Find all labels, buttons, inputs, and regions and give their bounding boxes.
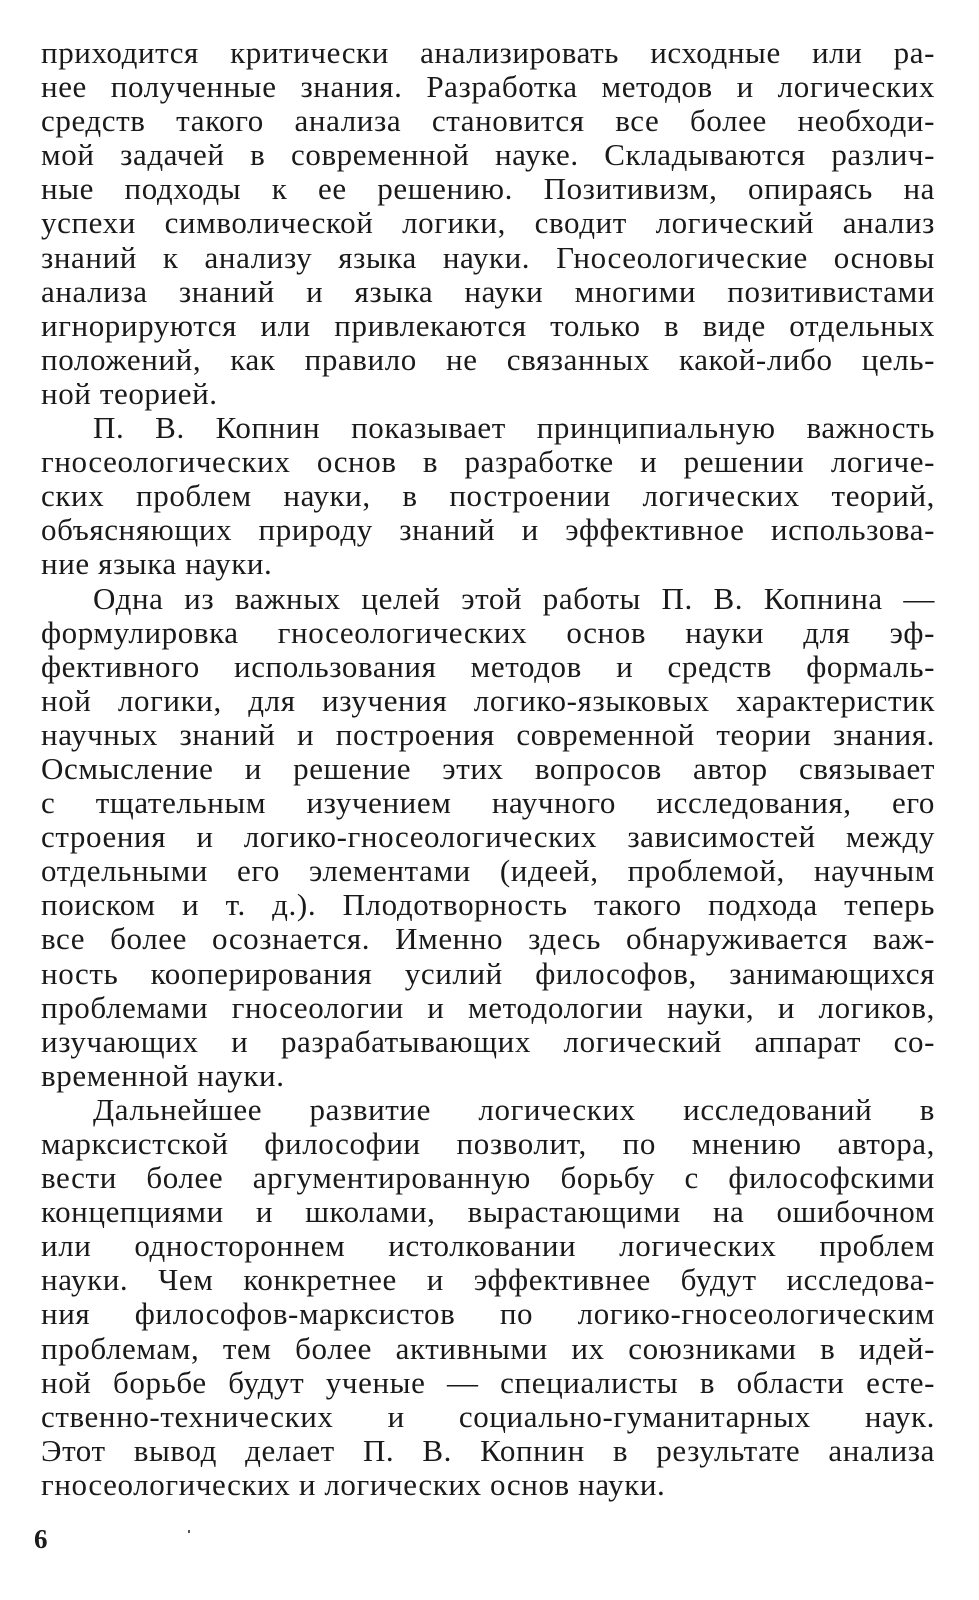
- page-number: 6: [34, 1524, 48, 1554]
- text-line: гносеологических и логических основ науки.: [41, 1466, 666, 1502]
- text-line: ние языка науки.: [41, 546, 273, 582]
- text-line: мой задачей в современной науке. Складываются различ-: [41, 137, 935, 173]
- text-line: научных знаний и построения современной теории знания.: [41, 716, 935, 752]
- text-line: проблемами гносеологии и методологии науки, и логиков,: [41, 989, 935, 1025]
- text-line: формулировка гносеологических основ науки для эф-: [41, 614, 935, 650]
- text-line: ной теорией.: [41, 375, 218, 411]
- text-line: отдельными его элементами (идеей, проблемой, научным: [41, 853, 935, 889]
- text-line: строения и логико-гносеологических зависимостей между: [41, 819, 935, 855]
- text-line: П. В. Копнин показывает принципиальную важность: [93, 410, 935, 446]
- text-line: Осмысление и решение этих вопросов автор связывает: [41, 750, 935, 786]
- text-line: знаний к анализу языка науки. Гносеологические основы: [41, 239, 935, 275]
- text-line: все более осознается. Именно здесь обнаруживается важ-: [41, 921, 935, 957]
- text-line: ной логики, для изучения логико-языковых характеристик: [41, 682, 935, 718]
- text-line: ских проблем науки, в построении логических теорий,: [41, 478, 935, 514]
- text-line: ственно-технических и социально-гуманитарных наук.: [41, 1398, 935, 1434]
- text-line: поиском и т. д.). Плодотворность такого подхода теперь: [41, 887, 935, 923]
- text-line: вести более аргументированную борьбу с философскими: [41, 1160, 935, 1196]
- text-line: временной науки.: [41, 1057, 285, 1093]
- text-line: с тщательным изучением научного исследования, его: [41, 785, 935, 821]
- text-line: анализа знаний и языка науки многими позитивистами: [41, 273, 935, 309]
- text-line: нее полученные знания. Разработка методов и логических: [41, 69, 935, 105]
- text-line: приходится критически анализировать исходные или ра-: [41, 35, 935, 70]
- text-line: или одностороннем истолковании логических проблем: [41, 1228, 935, 1264]
- text-line: успехи символической логики, сводит логический анализ: [41, 205, 935, 241]
- text-line: Этот вывод делает П. В. Копнин в результате анализа: [41, 1432, 935, 1468]
- text-line: ность кооперирования усилий философов, занимающихся: [41, 955, 935, 991]
- text-line: марксистской философии позволит, по мнению автора,: [41, 1126, 935, 1161]
- text-line: гносеологических основ в разработке и решении логиче-: [41, 444, 935, 480]
- text-line: фективного использования методов и средств формаль-: [41, 648, 935, 684]
- text-line: ния философов-марксистов по логико-гносеологическим: [41, 1296, 935, 1332]
- text-line: объясняющих природу знаний и эффективное использова-: [41, 512, 935, 548]
- text-line: ные подходы к ее решению. Позитивизм, опираясь на: [41, 171, 935, 207]
- text-line: Одна из важных целей этой работы П. В. Копнина —: [93, 580, 935, 616]
- text-line: проблемам, тем более активными их союзниками в идей-: [41, 1330, 935, 1366]
- print-speck: [188, 1530, 190, 1533]
- body-text: [41, 36, 935, 1502]
- text-line: средств такого анализа становится все более необходи-: [41, 103, 935, 139]
- text-line: науки. Чем конкретнее и эффективнее будут исследова-: [41, 1262, 935, 1298]
- text-line: Дальнейшее развитие логических исследований в: [93, 1091, 935, 1127]
- text-line: положений, как правило не связанных какой-либо цель-: [41, 341, 935, 377]
- text-line: ной борьбе будут ученые — специалисты в области есте-: [41, 1364, 935, 1400]
- text-line: изучающих и разрабатывающих логический аппарат со-: [41, 1023, 935, 1059]
- text-line: игнорируются или привлекаются только в виде отдельных: [41, 307, 935, 343]
- text-line: концепциями и школами, вырастающими на ошибочном: [41, 1194, 935, 1230]
